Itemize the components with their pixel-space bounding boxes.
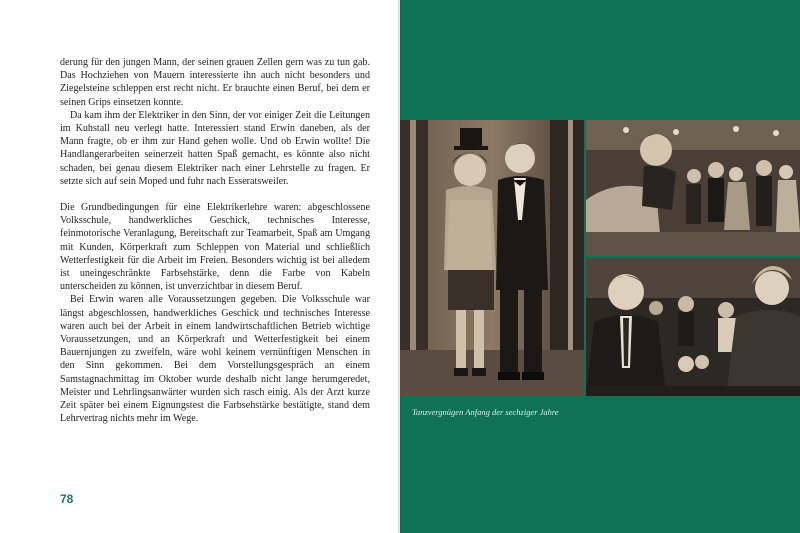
paragraph-1: derung für den jungen Mann, der seinen grauen Zellen gern was zu tun gab. Das Hochziehen von Mauern interessierte ihn auch nicht besonders und Ziegelsteine schleppen erst recht nicht. Er brauchte einen Beruf, bei dem er seinen Grips einsetzen konnte. [60,57,370,108]
photo-couple-dancing [586,258,800,396]
photo-dancing-crowd [586,120,800,256]
page-number: 78 [60,492,74,506]
photo-couple [400,120,584,396]
paragraph-4: Bei Erwin waren alle Voraussetzungen gegeben. Die Volksschule war längst abgeschlossen, handwerkliches Geschick und technisches Interesse waren auch bei der Arbeit in einem landwirtschaftlichen Betrieb wichtige Voraussetzungen, und an Körperkraft und Wetterfestigkeit bei einem Bauernjungen zu zweifeln, wäre wohl keinem vernünftigen Menschen in den Sinn gekommen. Bei dem Vorstellungsgespräch an einem Samstagnachmittag im Oktober wurde deshalb nicht lange herumgeredet, Meister und Lehrlingsanwärter wurden sich rasch einig. Als der Arzt kurze Zeit später bei einem Eignungstest die Farbsehstärke bestätigte, stand dem Lehrvertrag nichts mehr im Wege. [60,294,370,425]
photo-caption: Tanzvergnügen Anfang der sechziger Jahre [412,407,559,417]
paragraph-3: Die Grundbedingungen für eine Elektrikerlehre waren: abgeschlossene Volksschule, handwerkliches Geschick, technisches Interesse, feinmotorische Veranlagung, Bereitschaft zur Teamarbeit, Spaß am Umgang mit Kunden, Körperkraft zum Schleppen von Material und schließlich Wetterfestigkeit für die Arbeit im Freien. Besonders wichtig ist bei alledem ist uneingeschränkte Farbsehstärke, denn die Farbe von Kabeln unterscheiden zu können, ist unverzichtbar in diesem Beruf. [60,202,370,293]
paragraph-2: Da kam ihm der Elektriker in den Sinn, der vor einiger Zeit die Leitungen im Kuhstall neu verlegt hatte. Interessiert stand Erwin daneben, als der Mann fragte, ob er ihm zur Hand gehen wolle. Und ob Erwin wollte! Die Handlangerarbeiten seinerzeit hatten Spaß gemacht, es könnte also nicht schaden, bei genau diesem Elektriker nach einer Lehrstelle zu fragen. Er setzte sich auf sein Moped und fuhr nach Esseratsweiler. [60,109,370,187]
body-text [60,56,370,425]
